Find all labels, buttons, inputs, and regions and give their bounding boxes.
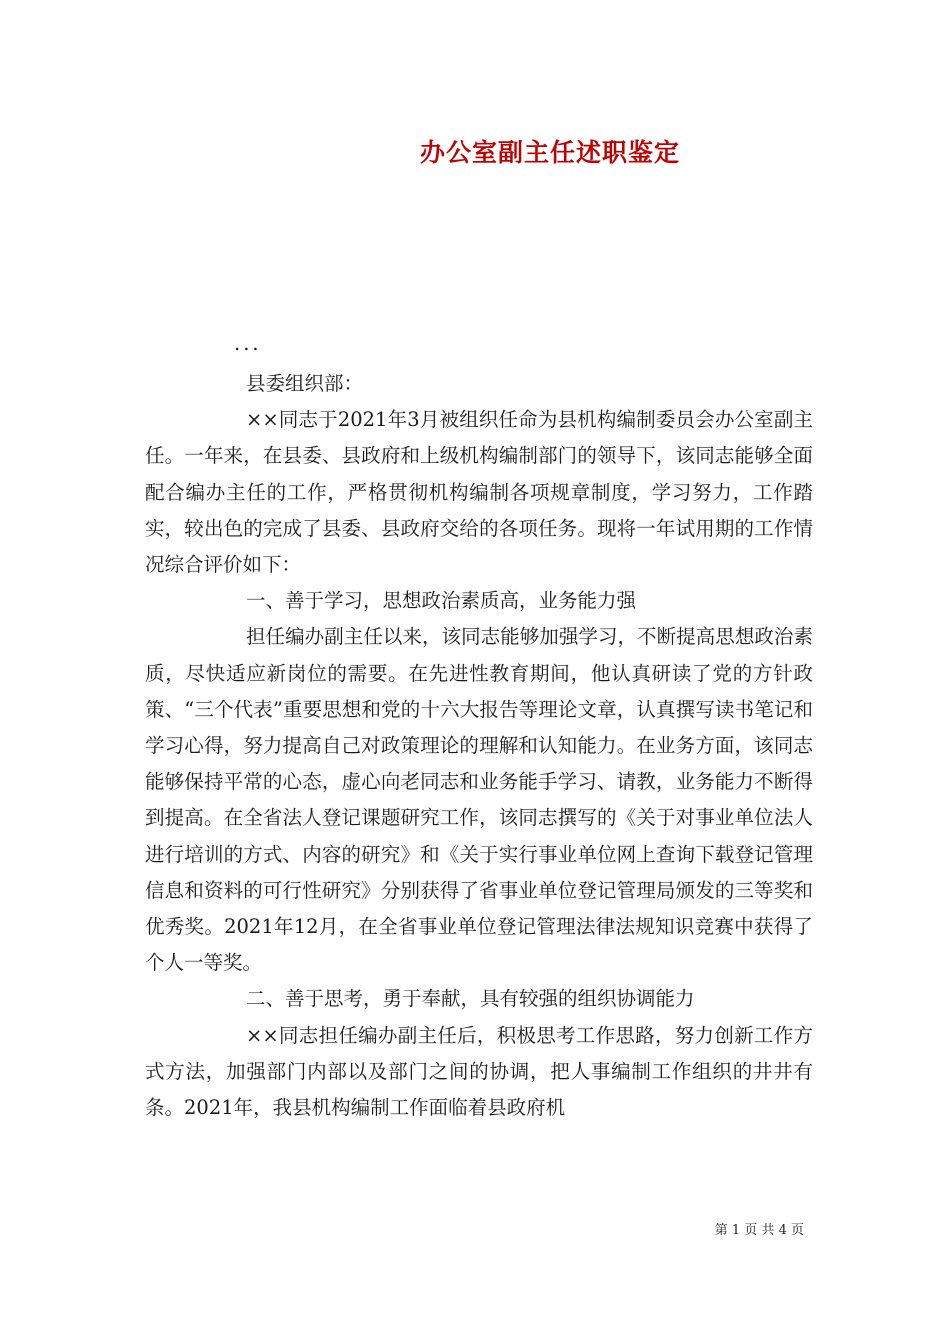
page-number-footer: 第 1 页 共 4 页 xyxy=(714,1223,804,1238)
document-body xyxy=(145,330,813,1126)
intro-paragraph: ××同志于2021年3月被组织任命为县机构编制委员会办公室副主任。一年来，在县委、县政府和上级机构编制部门的领导下，该同志能够全面配合编办主任的工作，严格贯彻机构编制各项规章制度，学习努力，工作踏实，较出色的完成了县委、县政府交给的各项任务。现将一年试用期的工作情况综合评价如下： xyxy=(145,408,813,577)
section-heading-1: 一、善于学习，思想政治素质高，业务能力强 xyxy=(246,589,637,613)
salutation: 县委组织部： xyxy=(246,372,364,395)
document-title: 办公室副主任述职鉴定 xyxy=(419,138,680,167)
section-heading-2: 二、善于思考，勇于奉献，具有较强的组织协调能力 xyxy=(246,987,695,1011)
section-1-paragraph: 担任编办副主任以来，该同志能够加强学习，不断提高思想政治素质，尽快适应新岗位的需要。在先进性教育期间，他认真研读了党的方针政策、“三个代表”重要思想和党的十六大报告等理论文章，认真撰写读书笔记和学习心得，努力提高自己对政策理论的理解和认知能力。在业务方面，该同志能够保持平常的心态，虚心向老同志和业务能手学习、请教，业务能力不断得到提高。在全省法人登记课题研究工作，该同志撰写的《关于对事业单位法人进行培训的方式、内容的研究》和《关于实行事业单位网上查询下载登记管理信息和资料的可行性研究》分别获得了省事业单位登记管理局颁发的三等奖和优秀奖。2021年12月，在全省事业单位登记管理法律法规知识竞赛中获得了个人一等奖。 xyxy=(145,625,813,975)
section-2-paragraph: ××同志担任编办副主任后，积极思考工作思路，努力创新工作方式方法，加强部门内部以及部门之间的协调，把人事编制工作组织的井井有条。2021年，我县机构编制工作面临着县政府机 xyxy=(145,1023,813,1120)
ellipsis-marker: ... xyxy=(234,332,262,355)
